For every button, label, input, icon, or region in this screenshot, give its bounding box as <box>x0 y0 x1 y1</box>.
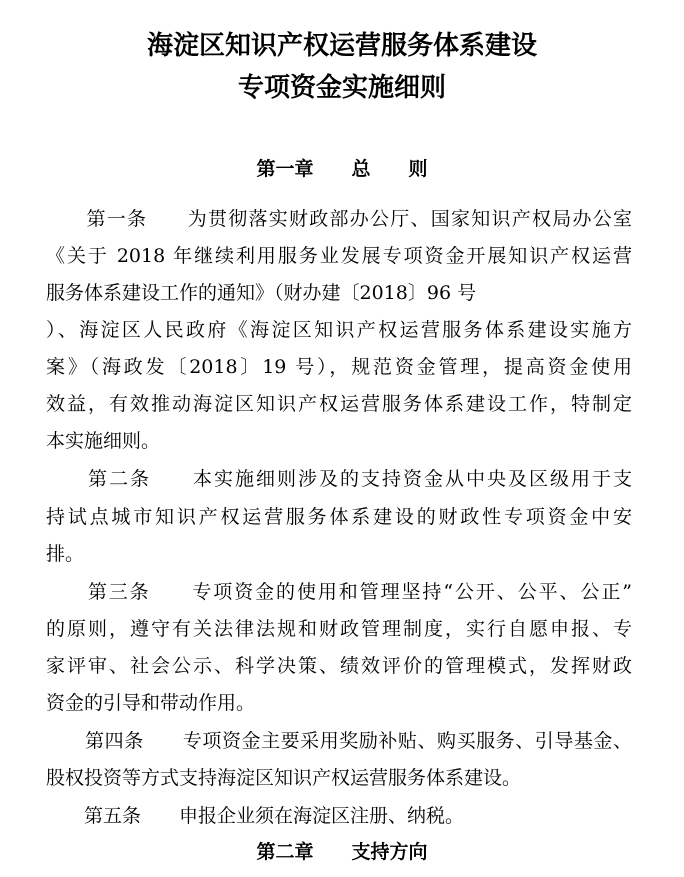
article-1-line: 《关于 2018 年继续利用服务业发展专项资金开展知识产权运营 <box>46 245 632 267</box>
article-2-line: 排。 <box>46 543 85 565</box>
article-1-line: ）、海淀区人民政府《海淀区知识产权运营服务体系建设实施方 <box>46 319 632 341</box>
article-1-line: 案》（海政发〔2018〕19 号），规范资金管理，提高资金使用 <box>46 356 632 378</box>
article-4-line: 第四条 专项资金主要采用奖励补贴、购买服务、引导基金、 <box>46 730 632 752</box>
article-5-line: 第五条 申报企业须在海淀区注册、纳税。 <box>46 805 465 827</box>
chapter-heading-1: 第一章 总 则 <box>256 158 428 180</box>
article-3-line: 第三条 专项资金的使用和管理坚持“公开、公平、公正” <box>46 581 632 603</box>
document-title-line-2: 专项资金实施细则 <box>237 73 446 103</box>
article-1-line: 本实施细则。 <box>46 430 161 452</box>
article-4-line: 股权投资等方式支持海淀区知识产权运营服务体系建设。 <box>46 767 522 789</box>
article-3-line: 的原则，遵守有关法律法规和财政管理制度，实行自愿申报、专 <box>46 618 632 640</box>
article-3-line: 资金的引导和带动作用。 <box>46 692 256 714</box>
chapter-heading-2: 第二章 支持方向 <box>256 841 428 863</box>
article-3-line: 家评审、社会公示、科学决策、绩效评价的管理模式，发挥财政 <box>46 655 632 677</box>
article-2-line: 持试点城市知识产权运营服务体系建设的财政性专项资金中安 <box>46 506 632 528</box>
article-1-line: 服务体系建设工作的通知》（财办建〔2018〕96 号 <box>46 282 477 304</box>
article-1-line: 效益，有效推动海淀区知识产权运营服务体系建设工作，特制定 <box>46 393 632 415</box>
article-1-line: 第一条 为贯彻落实财政部办公厅、国家知识产权局办公室 <box>46 208 632 230</box>
document-title-line-1: 海淀区知识产权运营服务体系建设 <box>146 31 537 61</box>
article-2-line: 第二条 本实施细则涉及的支持资金从中央及区级用于支 <box>46 468 632 490</box>
